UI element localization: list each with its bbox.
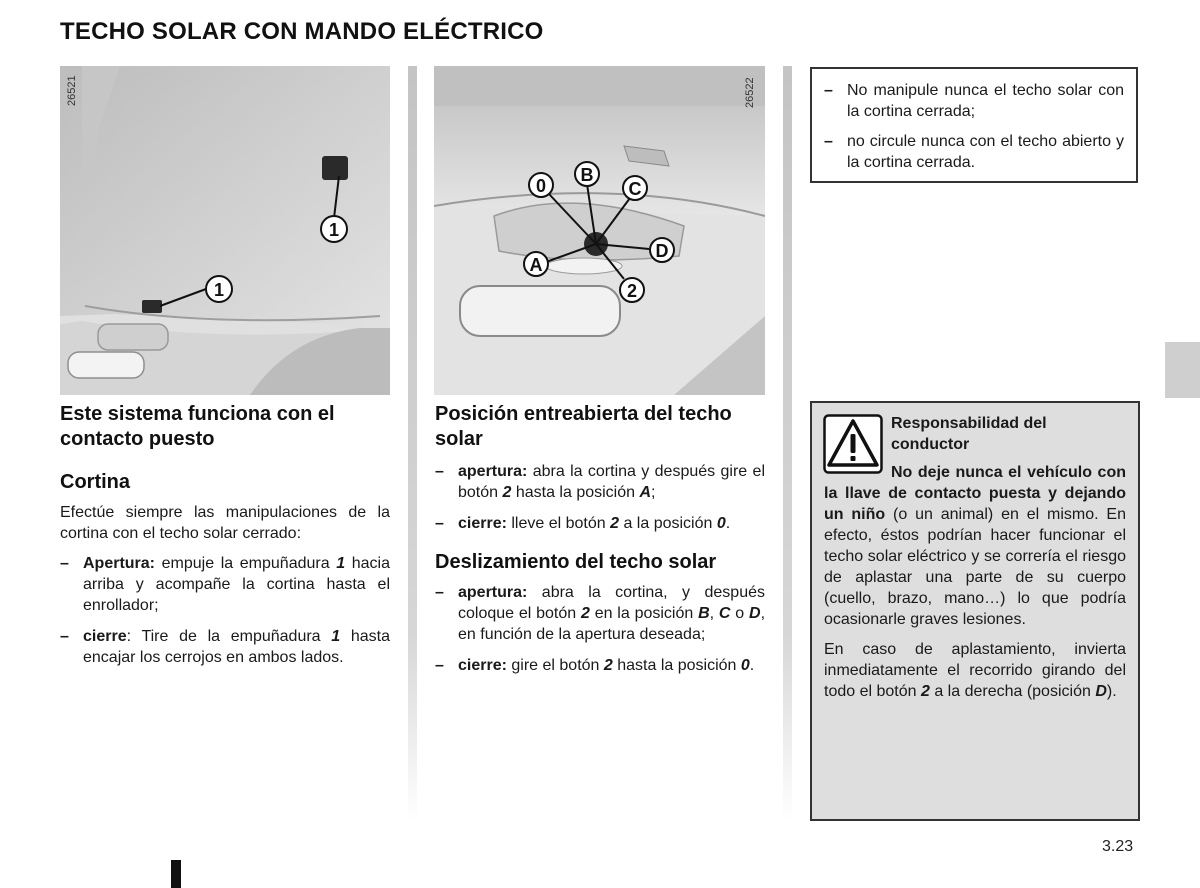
section-heading: Deslizamiento del techo solar [435, 551, 717, 573]
caution-list [824, 80, 1124, 173]
svg-text:D: D [655, 241, 669, 261]
svg-text:C: C [628, 179, 642, 199]
svg-text:A: A [529, 255, 543, 275]
svg-text:0: 0 [535, 176, 547, 196]
warning-triangle-icon [823, 414, 883, 474]
chapter-tab-marker [1165, 342, 1200, 398]
subsection-heading: Cortina [60, 471, 130, 493]
warning-box [810, 401, 1140, 821]
section-heading: Posición entreabierta del techo solar [435, 403, 732, 450]
column-separator [408, 66, 417, 821]
callout-0 [529, 173, 553, 197]
section-heading: Este sistema funciona con el contacto puesto [60, 403, 335, 450]
list-item: – cierre: Tire de la empuñadura 1 hasta encajar los cerrojos en ambos lados. [60, 628, 391, 666]
callout-d [650, 238, 674, 262]
sunroof-blind-illustration [60, 66, 390, 395]
figure-code: 26521 [66, 75, 78, 106]
svg-text:1: 1 [213, 280, 225, 300]
callout-b [575, 162, 599, 186]
warning-text: En caso de aplastamiento, invierta inmediatamente el recorrido girando del todo el botón 2 a la derecha (posición D). [824, 641, 1126, 700]
roof-control-illustration [434, 66, 765, 395]
page-number: 3.23 [1102, 838, 1134, 855]
svg-text:B: B [580, 165, 594, 185]
page-title: TECHO SOLAR CON MANDO ELÉCTRICO [60, 18, 544, 45]
list-item: – No manipule nunca el techo solar con la cortina cerrada; [824, 82, 1124, 120]
instruction-list [435, 461, 765, 534]
warning-text: No deje nunca el vehículo con la llave de contacto puesta y dejando un niño (o un animal) en el mismo. En efecto, éstos podrían hacer funcionar el techo solar eléctrico y se correría el riesgo de aplastar una parte de su cuerpo (cuello, brazo, mano…) lo que podría ocasionarle graves lesiones. [824, 464, 1126, 628]
svg-text:1: 1 [328, 220, 340, 240]
callout-2 [620, 278, 644, 302]
list-item: – cierre: lleve el botón 2 a la posición 0. [435, 515, 731, 532]
callout-1 [206, 276, 232, 302]
list-item: – Apertura: empuje la empuñadura 1 hacia arriba y acompañe la cortina hasta el enrollador; [60, 555, 390, 614]
list-item: – apertura: abra la cortina, y después coloque el botón 2 en la posición B, C o D, en función de la apertura deseada; [435, 584, 766, 643]
callout-c [623, 176, 647, 200]
svg-text:2: 2 [626, 281, 638, 301]
column-1-text [60, 402, 390, 678]
crop-mark [171, 860, 181, 888]
callout-a [524, 252, 548, 276]
list-item: – apertura: abra la cortina y después gire el botón 2 hasta la posición A; [435, 463, 765, 501]
column-2-text [435, 402, 765, 686]
sunroof-blind-drawing [60, 66, 390, 395]
warning-title: Responsabilidad del conductor [891, 415, 1047, 453]
instruction-list [435, 582, 765, 676]
figure-code: 26522 [744, 77, 756, 108]
intro-paragraph: Efectúe siempre las manipulaciones de la cortina con el techo solar cerrado: [60, 504, 390, 542]
callout-1 [321, 216, 347, 242]
caution-note-box [810, 67, 1138, 183]
list-item: – cierre: gire el botón 2 hasta la posición 0. [435, 657, 755, 674]
list-item: – no circule nunca con el techo abierto y la cortina cerrada. [824, 133, 1124, 171]
column-separator [783, 66, 792, 821]
roof-control-drawing [434, 66, 765, 395]
instruction-list [60, 553, 390, 668]
